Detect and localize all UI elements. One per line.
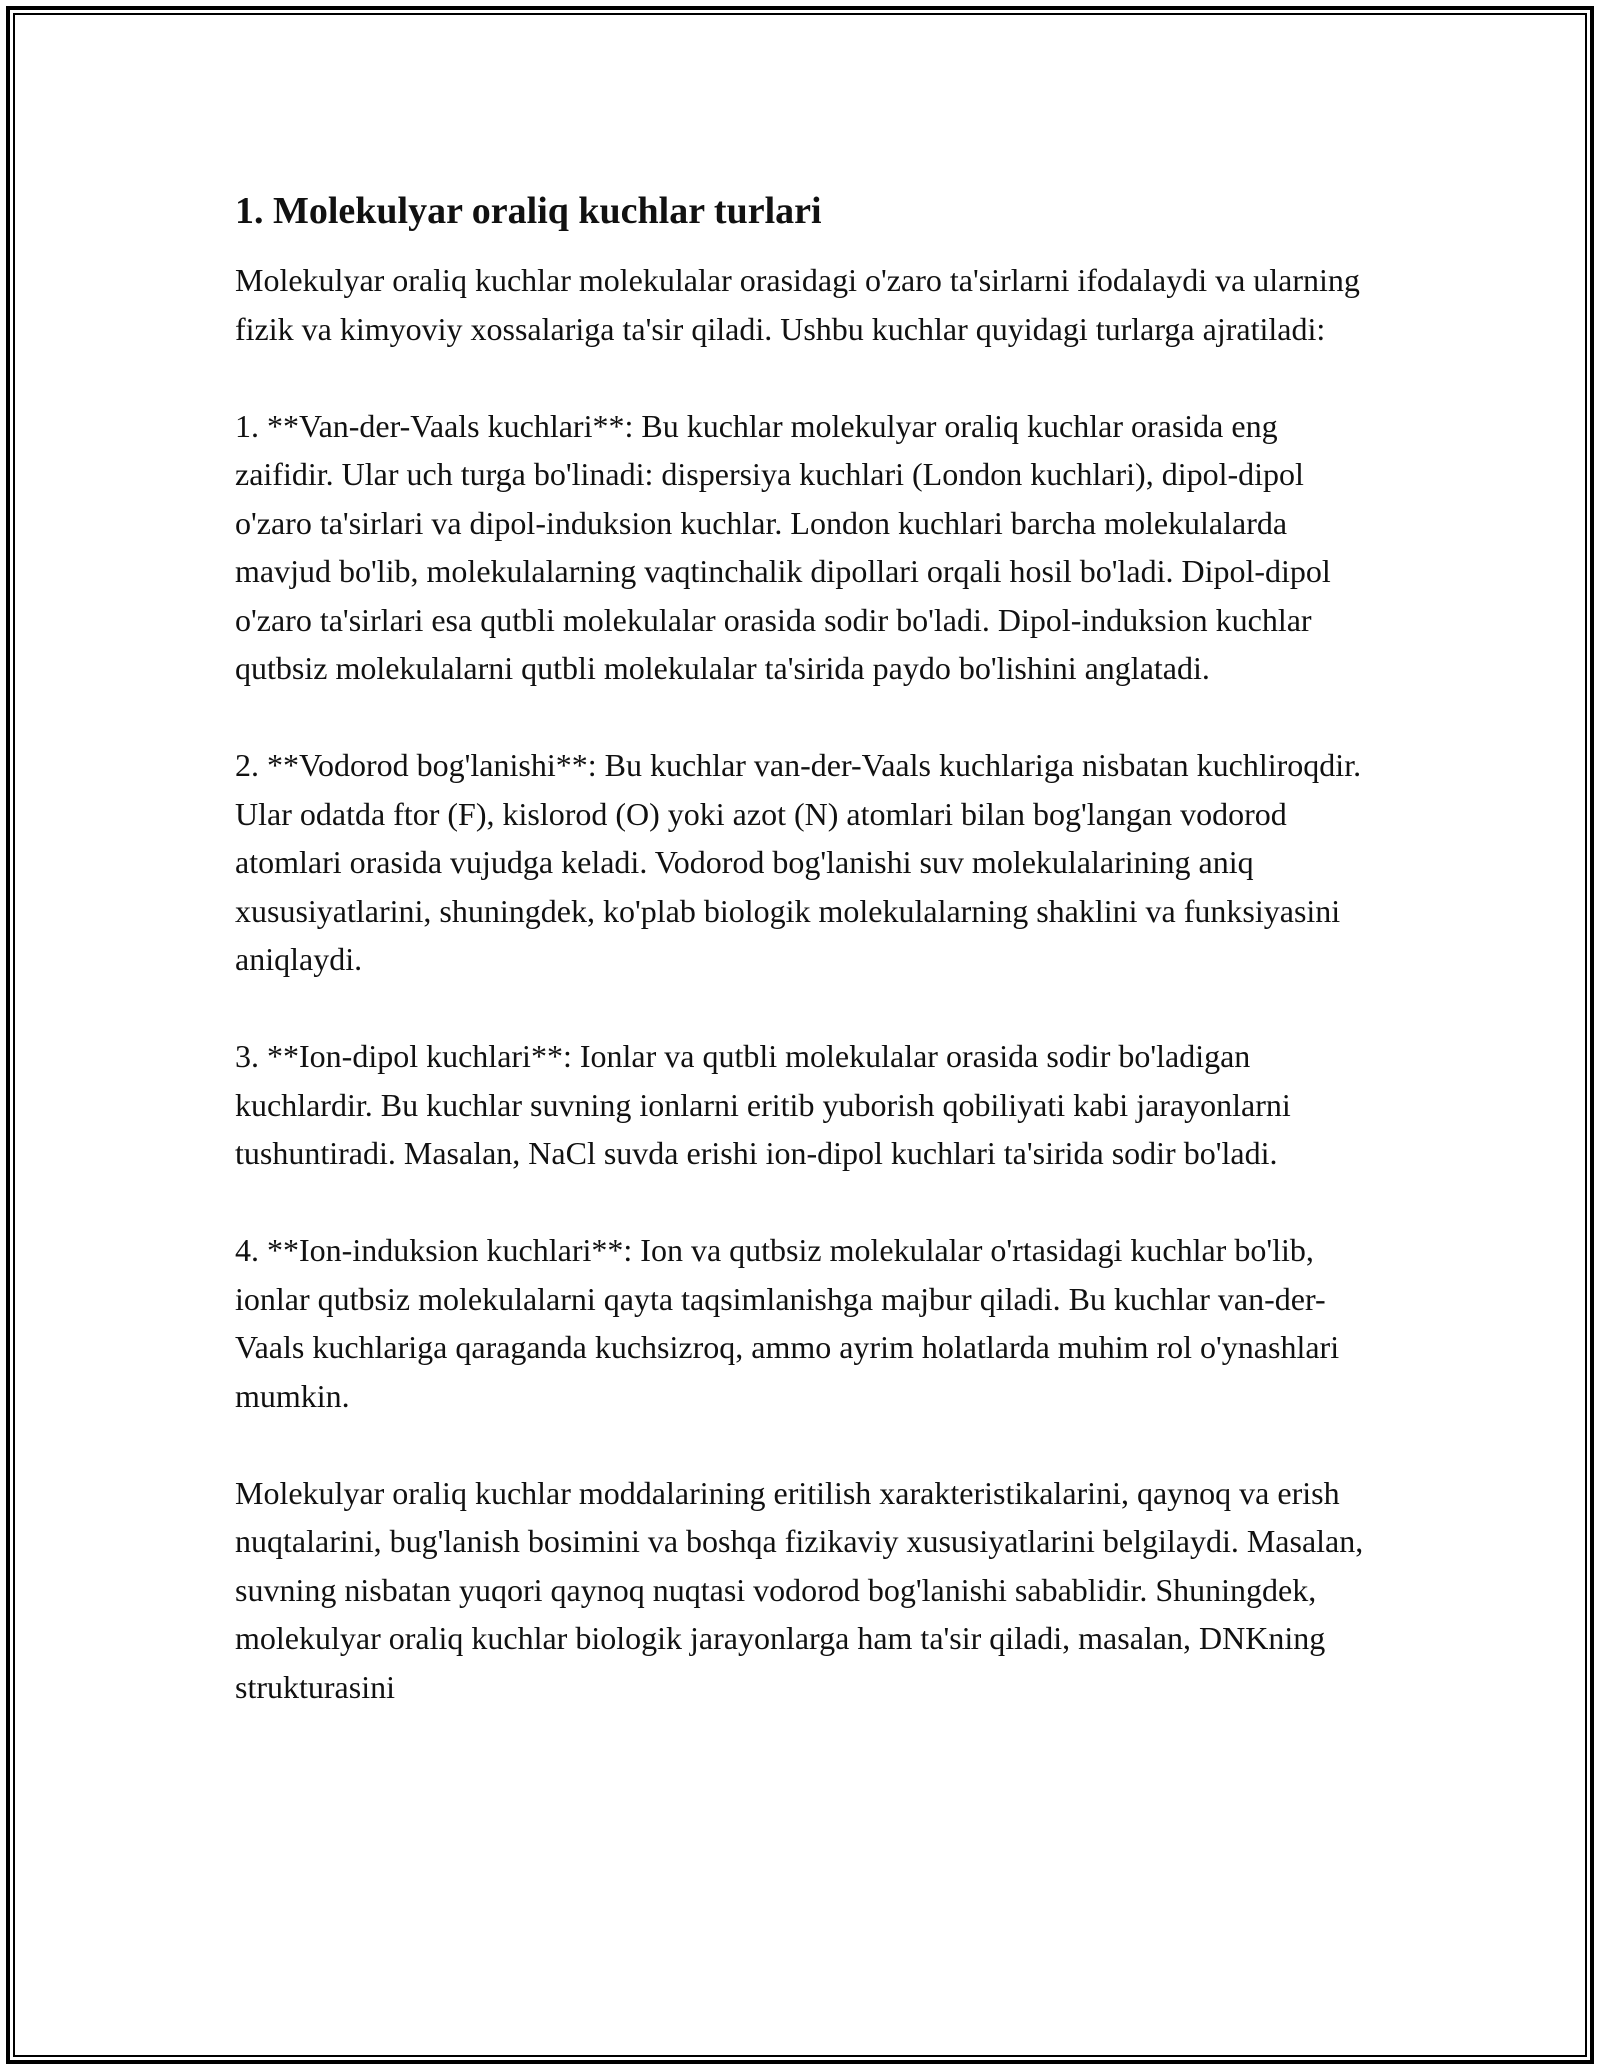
intro-paragraph: Molekulyar oraliq kuchlar molekulalar orasidagi o'zaro ta'sirlarni ifodalaydi va ularning fizik va kimyoviy xossalariga ta'sir qiladi. Ushbu kuchlar quyidagi turlarga ajratiladi:: [235, 262, 1360, 347]
section-title: 1. Molekulyar oraliq kuchlar turlari: [235, 190, 822, 232]
paragraph-ion-dipole: 3. **Ion-dipol kuchlari**: Ionlar va qutbli molekulalar orasida sodir bo'ladigan kuchlardir. Bu kuchlar suvning ionlarni eritib yuborish qobiliyati kabi jarayonlarni tushuntiradi. Masalan, NaCl suvda erishi ion-dipol kuchlari ta'sirida sodir bo'ladi.: [235, 1038, 1291, 1171]
paragraph-van-der-vaals: 1. **Van-der-Vaals kuchlari**: Bu kuchlar molekulyar oraliq kuchlar orasida eng zaifidir. Ular uch turga bo'linadi: dispersiya kuchlari (London kuchlari), dipol-dipol o'zaro ta'sirlari va dipol-induksion kuchlar. London kuchlari barcha molekulalarda mavjud bo'lib, molekulalarning vaqtinchalik dipollari orqali hosil bo'ladi. Dipol-dipol o'zaro ta'sirlari esa qutbli molekulalar orasida sodir bo'ladi. Dipol-induksion kuchlar qutbsiz molekulalarni qutbli molekulalar ta'sirida paydo bo'lishini anglatadi.: [235, 407, 1331, 686]
paragraph-conclusion: Molekulyar oraliq kuchlar moddalarining eritilish xarakteristikalarini, qaynoq va erish nuqtalarini, bug'lanish bosimini va boshqa fizikaviy xususiyatlarini belgilaydi. Masalan, suvning nisbatan yuqori qaynoq nuqtasi vodorod bog'lanishi sabablidir. Shuningdek, molekulyar oraliq kuchlar biologik jarayonlarga ham ta'sir qiladi, masalan, DNKning strukturasini: [235, 1474, 1364, 1705]
document-body: [235, 188, 1375, 1711]
paragraph-ion-induction: 4. **Ion-induksion kuchlari**: Ion va qutbsiz molekulalar o'rtasidagi kuchlar bo'lib, ionlar qutbsiz molekulalarni qayta taqsimlanishga majbur qiladi. Bu kuchlar van-der-Vaals kuchlariga qaraganda kuchsizroq, ammo ayrim holatlarda muhim rol o'ynashlari mumkin.: [235, 1232, 1340, 1414]
paragraph-hydrogen-bond: 2. **Vodorod bog'lanishi**: Bu kuchlar van-der-Vaals kuchlariga nisbatan kuchliroqdir. Ular odatda ftor (F), kislorod (O) yoki azot (N) atomlari bilan bog'langan vodorod atomlari orasida vujudga keladi. Vodorod bog'lanishi suv molekulalarining aniq xususiyatlarini, shuningdek, ko'plab biologik molekulalarning shaklini va funksiyasini aniqlaydi.: [235, 747, 1362, 977]
